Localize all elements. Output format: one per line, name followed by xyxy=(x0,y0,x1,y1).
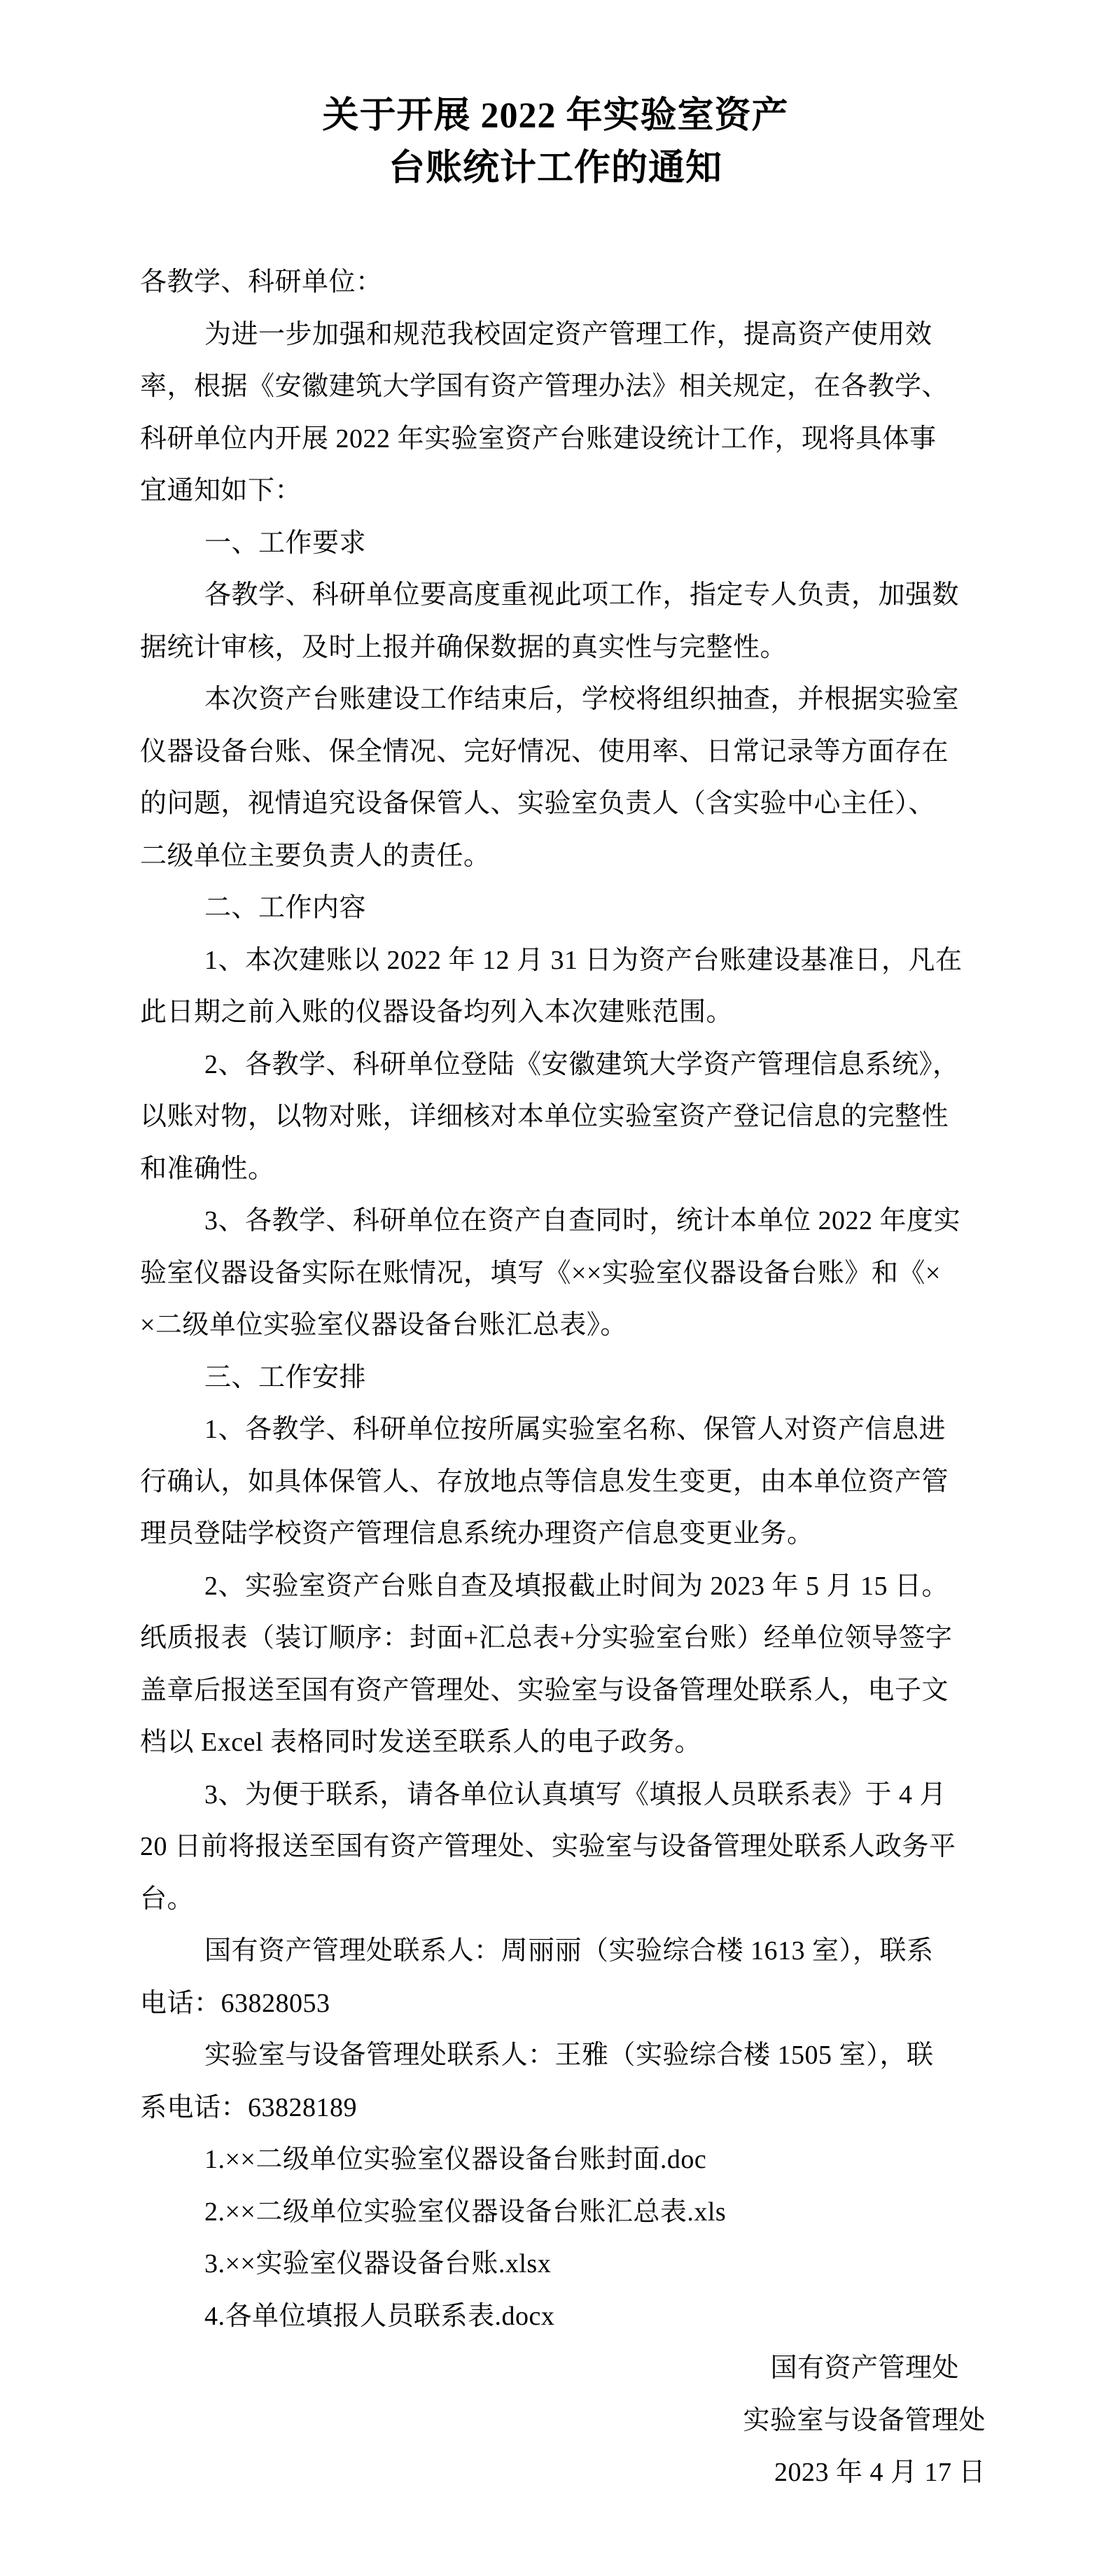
text-line: 20 日前将报送至国有资产管理处、实验室与设备管理处联系人政务平 xyxy=(140,1832,956,1861)
text-line: 行确认，如具体保管人、存放地点等信息发生变更，由本单位资产管 xyxy=(140,1466,949,1497)
text-line: 盖章后报送至国有资产管理处、实验室与设备管理处联系人，电子文 xyxy=(140,1675,949,1705)
text-line: 2、各教学、科研单位登陆《安徽建筑大学资产管理信息系统》， xyxy=(204,1049,960,1079)
text-line: 验室仪器设备实际在账情况，填写《××实验室仪器设备台账》和《× xyxy=(140,1258,941,1288)
signature-department: 国有资产管理处 xyxy=(770,2353,959,2383)
text-line: 仪器设备台账、保全情况、完好情况、使用率、日常记录等方面存在 xyxy=(140,736,949,766)
attachment-item: 1.××二级单位实验室仪器设备台账封面.doc xyxy=(204,2145,707,2174)
text-line: 的问题，视情追究设备保管人、实验室负责人（含实验中心主任）、 xyxy=(140,789,936,818)
text-line: 理员登陆学校资产管理信息系统办理资产信息变更业务。 xyxy=(140,1519,814,1548)
contact-line: 实验室与设备管理处联系人：王雅（实验综合楼 1505 室），联 xyxy=(204,2040,934,2070)
text-line: 二级单位主要负责人的责任。 xyxy=(140,841,491,871)
text-line: 科研单位内开展 2022 年实验室资产台账建设统计工作，现将具体事 xyxy=(140,424,937,454)
text-line: 1、各教学、科研单位按所属实验室名称、保管人对资产信息进 xyxy=(204,1415,946,1444)
text-line: 台。 xyxy=(140,1884,195,1914)
text-line: 纸质报表（装订顺序：封面+汇总表+分实验室台账）经单位领导签字 xyxy=(140,1623,953,1653)
text-line: 此日期之前入账的仪器设备均列入本次建账范围。 xyxy=(140,997,734,1027)
attachment-item: 2.××二级单位实验室仪器设备台账汇总表.xls xyxy=(204,2197,727,2227)
text-line: ×二级单位实验室仪器设备台账汇总表》。 xyxy=(140,1310,627,1340)
contact-line: 电话：63828053 xyxy=(140,1988,330,2018)
contact-line: 国有资产管理处联系人：周丽丽（实验综合楼 1613 室），联系 xyxy=(204,1936,934,1966)
signature-date: 2023 年 4 月 17 日 xyxy=(774,2458,986,2487)
signature-department: 实验室与设备管理处 xyxy=(743,2405,986,2435)
text-line: 以账对物，以物对账，详细核对本单位实验室资产登记信息的完整性 xyxy=(140,1102,949,1131)
section-heading: 三、工作安排 xyxy=(204,1362,367,1392)
text-line: 3、为便于联系，请各单位认真填写《填报人员联系表》于 4 月 xyxy=(204,1779,947,1809)
text-line: 各教学、科研单位要高度重视此项工作，指定专人负责，加强数 xyxy=(204,580,960,610)
text-line: 宜通知如下： xyxy=(140,476,302,505)
text-line: 本次资产台账建设工作结束后，学校将组织抽查，并根据实验室 xyxy=(204,685,960,714)
text-line: 各教学、科研单位： xyxy=(140,267,383,297)
document-title-line: 台账统计工作的通知 xyxy=(388,148,722,188)
attachment-item: 3.××实验室仪器设备台账.xlsx xyxy=(204,2249,552,2278)
document-title-line: 关于开展 2022 年实验室资产 xyxy=(322,96,789,136)
attachment-item: 4.各单位填报人员联系表.docx xyxy=(204,2301,555,2331)
text-line: 1、本次建账以 2022 年 12 月 31 日为资产台账建设基准日，凡在 xyxy=(204,945,963,975)
section-heading: 一、工作要求 xyxy=(204,528,367,558)
text-line: 率，根据《安徽建筑大学国有资产管理办法》相关规定，在各教学、 xyxy=(140,372,949,401)
text-line: 档以 Excel 表格同时发送至联系人的电子政务。 xyxy=(140,1728,702,1757)
section-heading: 二、工作内容 xyxy=(204,893,367,923)
text-line: 和准确性。 xyxy=(140,1154,275,1184)
text-line: 据统计审核，及时上报并确保数据的真实性与完整性。 xyxy=(140,632,788,662)
document-body xyxy=(0,256,1111,2499)
text-line: 为进一步加强和规范我校固定资产管理工作，提高资产使用效 xyxy=(204,319,932,349)
text-line: 2、实验室资产台账自查及填报截止时间为 2023 年 5 月 15 日。 xyxy=(204,1571,949,1601)
text-line: 3、各教学、科研单位在资产自查同时，统计本单位 2022 年度实 xyxy=(204,1206,961,1236)
contact-line: 系电话：63828189 xyxy=(140,2092,358,2122)
document-title xyxy=(0,0,1111,195)
